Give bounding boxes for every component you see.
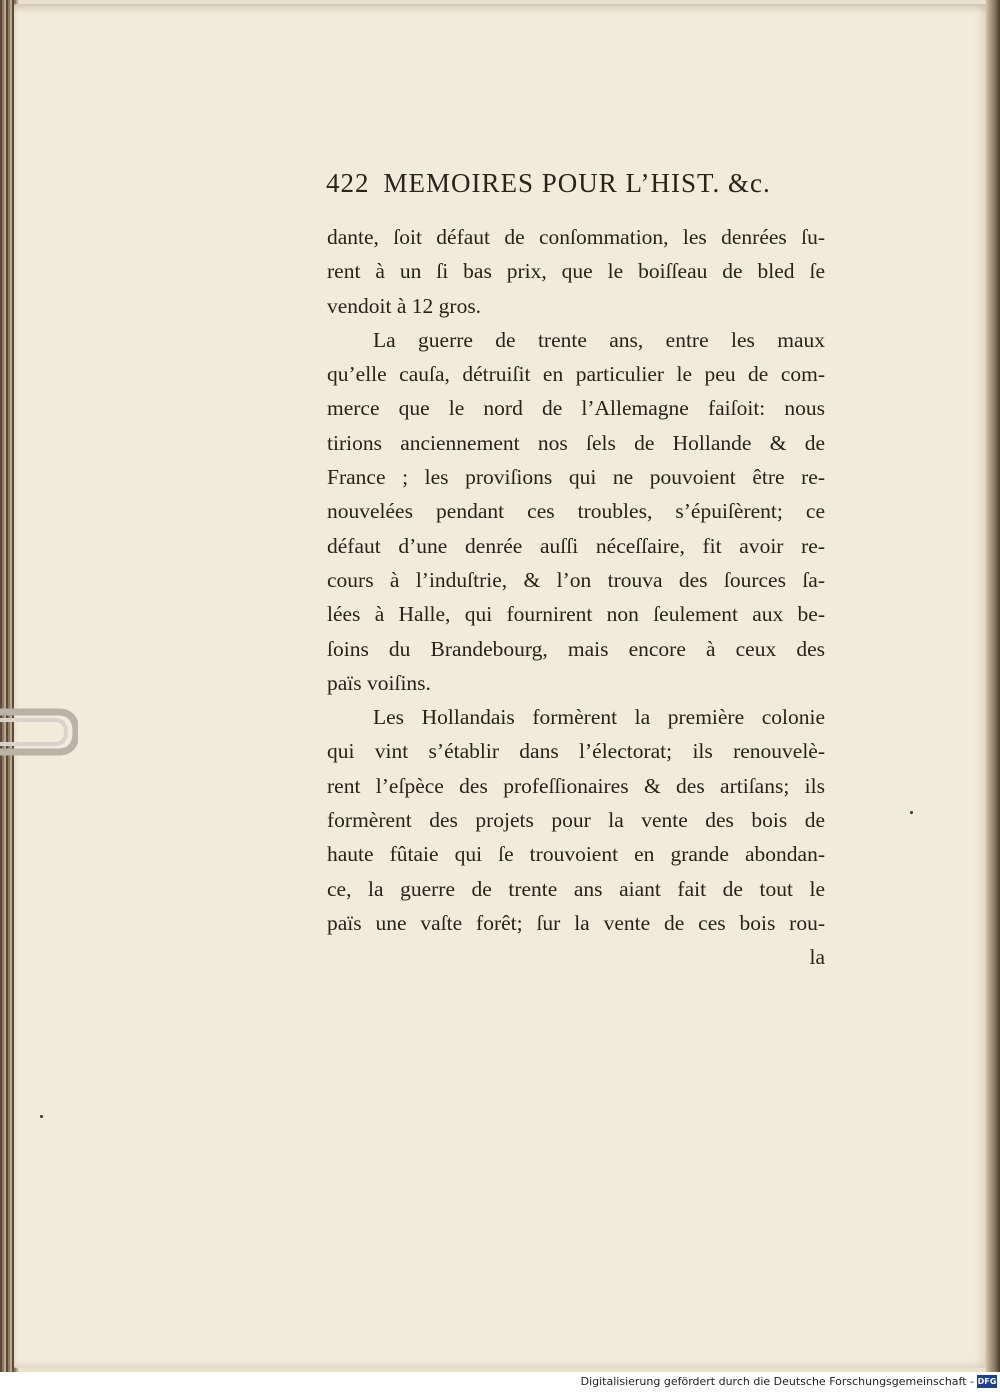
text-line: vendoit à 12 gros. [327, 293, 482, 318]
text-line: rent l’eſpèce des profeſſionaires & des artiſans; ils [327, 773, 825, 798]
page-text [327, 220, 825, 975]
book-right-edge [986, 0, 1000, 1372]
running-head [326, 168, 826, 199]
text-line: ſoins du Brandebourg, mais encore à ceux des [327, 636, 825, 661]
text-line: nouvelées pendant ces troubles, s’épuiſèrent; ce [327, 499, 825, 524]
text-line: païs une vaſte forêt; ſur la vente de ces bois rou- [327, 910, 825, 935]
paper-clip-icon [0, 706, 78, 766]
catchword: la [809, 945, 825, 970]
text-line: défaut d’une denrée auſſi néceſſaire, fit avoir re- [327, 533, 825, 558]
text-line: dante, ſoit défaut de conſommation, les denrées ſu- [327, 225, 825, 249]
page-number: 422 [326, 168, 370, 198]
text-line: cours à l’induſtrie, & l’on trouva des ſources ſa- [327, 567, 825, 592]
text-line: païs voiſins. [327, 670, 431, 695]
text-line: ce, la guerre de trente ans aiant fait de tout le [327, 876, 825, 901]
running-title: MEMOIRES POUR L’HIST. &c. [383, 168, 771, 198]
text-line: Les Hollandais formèrent la première colonie [373, 705, 825, 730]
text-line: tirions anciennement nos ſels de Hollande & de [327, 430, 825, 455]
text-line: La guerre de trente ans, entre les maux [373, 327, 825, 352]
text-line: merce que le nord de l’Allemagne faiſoit: nous [327, 396, 825, 421]
dfg-logo: DFG [977, 1377, 997, 1386]
text-line: haute fûtaie qui ſe trouvoient en grande abondan- [327, 842, 825, 867]
text-line: qui vint s’établir dans l’électorat; ils renouvelè- [327, 739, 825, 764]
specks [40, 1115, 43, 1118]
text-line: formèrent des projets pour la vente des bois de [327, 808, 825, 833]
funding-notice: Digitalisierung gefördert durch die Deutsche Forschungsgemeinschaft - [580, 1375, 974, 1388]
specks [910, 811, 913, 814]
text-line: qu’elle cauſa, détruiſit en particulier le peu de com- [327, 362, 825, 387]
text-line: lées à Halle, qui fournirent non ſeulement aux be- [327, 602, 825, 627]
text-line: rent à un ſi bas prix, que le boiſſeau de bled ſe [327, 259, 825, 284]
text-line: France ; les proviſions qui ne pouvoient être re- [327, 465, 825, 490]
footer [0, 1372, 1000, 1393]
